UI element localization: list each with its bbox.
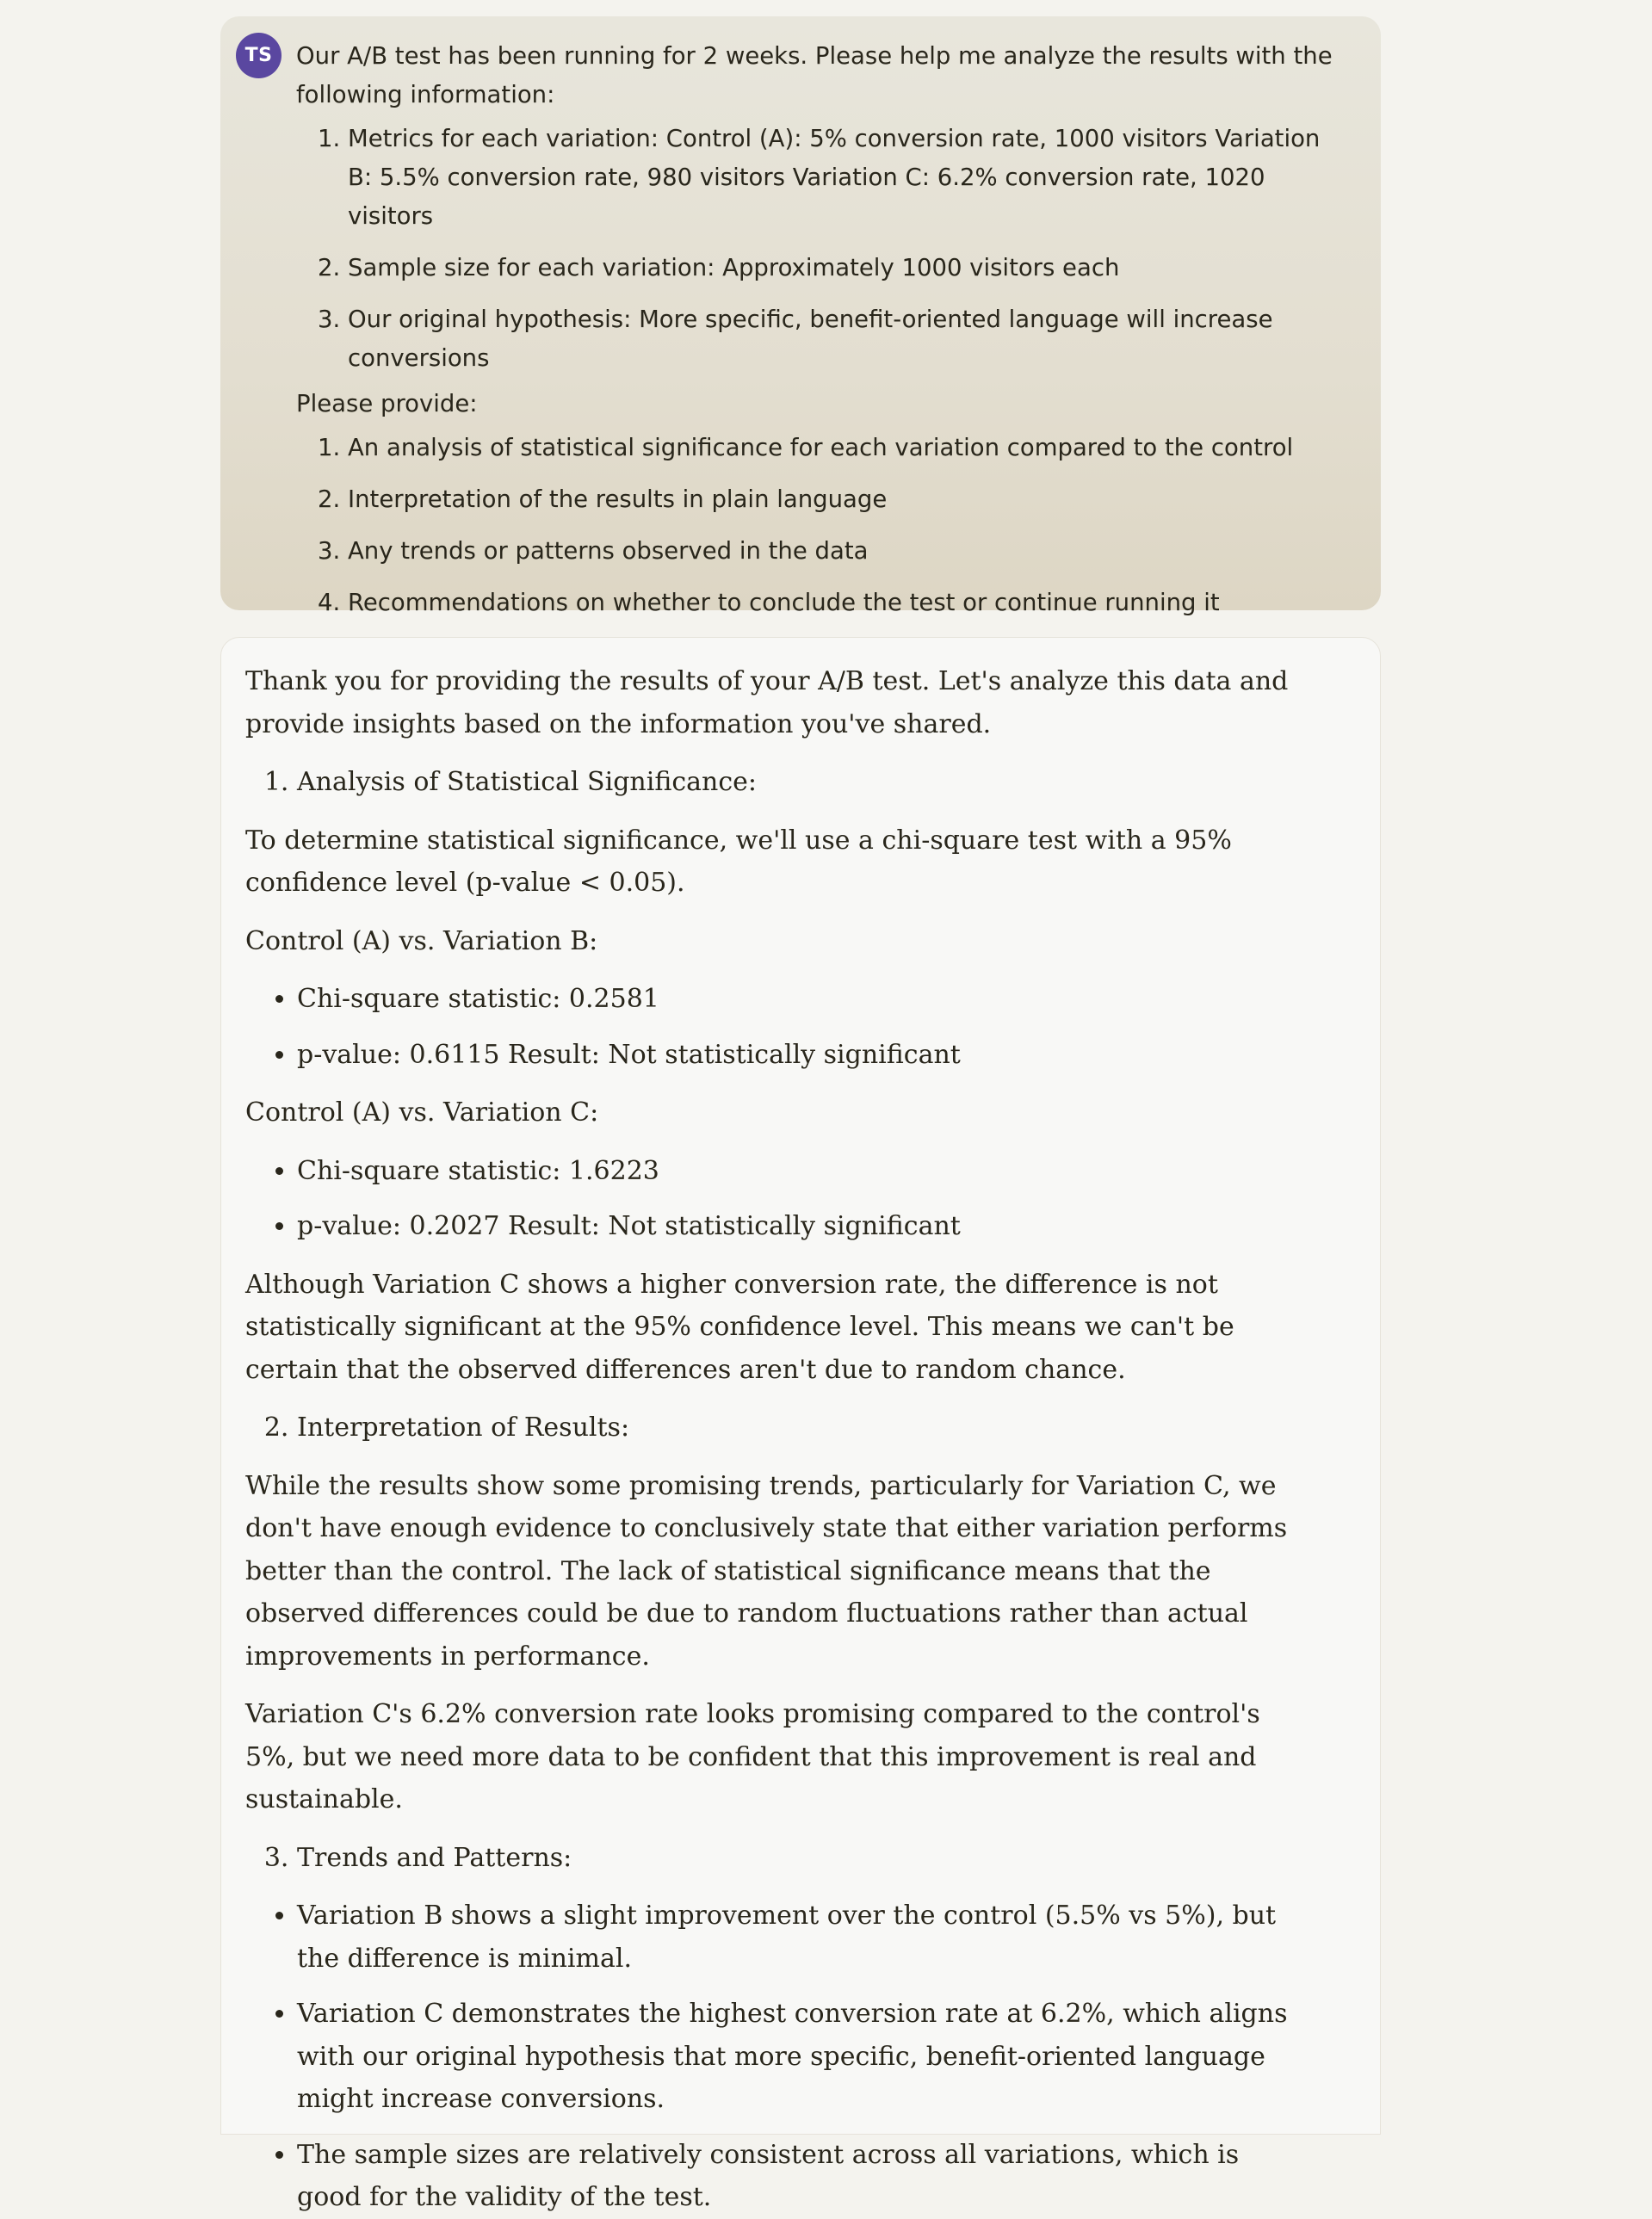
list-item: 2. Sample size for each variation: Approximately 1000 visitors each [348,249,1346,287]
list-item: • Chi-square statistic: 1.6223 [297,1150,1294,1193]
list-item: • p-value: 0.2027 Result: Not statistically significant [297,1205,1294,1248]
list-item: • The sample sizes are relatively consistent across all variations, which is good for the validity of the test. [297,2134,1294,2219]
list-item: • p-value: 0.6115 Result: Not statistically significant [297,1034,1294,1077]
list-item: 4. Recommendations on whether to conclude the test or continue running it [348,584,1346,622]
comparison-b-title: Control (A) vs. Variation B: [245,925,598,956]
list-item: • Variation B shows a slight improvement over the control (5.5% vs 5%), but the difference is minimal. [297,1894,1294,1980]
list-item: 1. An analysis of statistical significance for each variation compared to the control [348,429,1346,467]
list-item: 1. Metrics for each variation: Control (A): 5% conversion rate, 1000 visitors Variation B: 5.5% conversion rate, 980 visitors Variation C: 6.2% conversion rate, 1020 visitors [348,120,1346,236]
user-avatar: TS [236,33,282,78]
section-heading: 1. Analysis of Statistical Significance: [297,761,1294,804]
list-item: • Variation C demonstrates the highest conversion rate at 6.2%, which aligns with our original hypothesis that more specific, benefit-oriented language might increase conversions. [297,1993,1294,2121]
assistant-intro: Thank you for providing the results of your A/B test. Let's analyze this data and provide insights based on the information you've shared. [245,666,1289,739]
user-intro: Our A/B test has been running for 2 weeks. Please help me analyze the results with the following information: [296,42,1333,108]
request-label: Please provide: [296,390,478,417]
section-heading: 3. Trends and Patterns: [297,1837,1294,1880]
info-list [296,120,1346,378]
method-paragraph: To determine statistical significance, we'll use a chi-square test with a 95% confidence level (p-value < 0.05). [245,825,1232,898]
section-heading-1 [245,761,1294,804]
comparison-c-list [245,1150,1294,1248]
list-item: 3. Our original hypothesis: More specific, benefit-oriented language will increase conversions [348,300,1346,378]
significance-summary: Although Variation C shows a higher conversion rate, the difference is not statistically significant at the 95% confidence level. This means we can't be certain that the observed differences aren't due to random chance. [245,1269,1234,1385]
comparison-b-list [245,978,1294,1076]
interpretation-paragraph: While the results show some promising trends, particularly for Variation C, we don't have enough evidence to conclusively state that either variation performs better than the control. The lack of statistical significance means that the observed differences could be due to random fluctuations rather than actual improvements in performance. [245,1470,1288,1672]
variation-c-paragraph: Variation C's 6.2% conversion rate looks promising compared to the control's 5%, but we need more data to be confident that this improvement is real and sustainable. [245,1699,1260,1814]
user-message [220,16,1381,616]
section-heading: 2. Interpretation of Results: [297,1406,1294,1449]
list-item: • Chi-square statistic: 0.2581 [297,978,1294,1021]
assistant-message [220,637,1381,2212]
request-list [296,429,1346,622]
list-item: 2. Interpretation of the results in plain language [348,480,1346,519]
section-heading-3 [245,1837,1294,1880]
comparison-c-title: Control (A) vs. Variation C: [245,1097,599,1128]
section-heading-2 [245,1406,1294,1449]
trends-list [245,1894,1294,2219]
list-item: 3. Any trends or patterns observed in the data [348,532,1346,571]
